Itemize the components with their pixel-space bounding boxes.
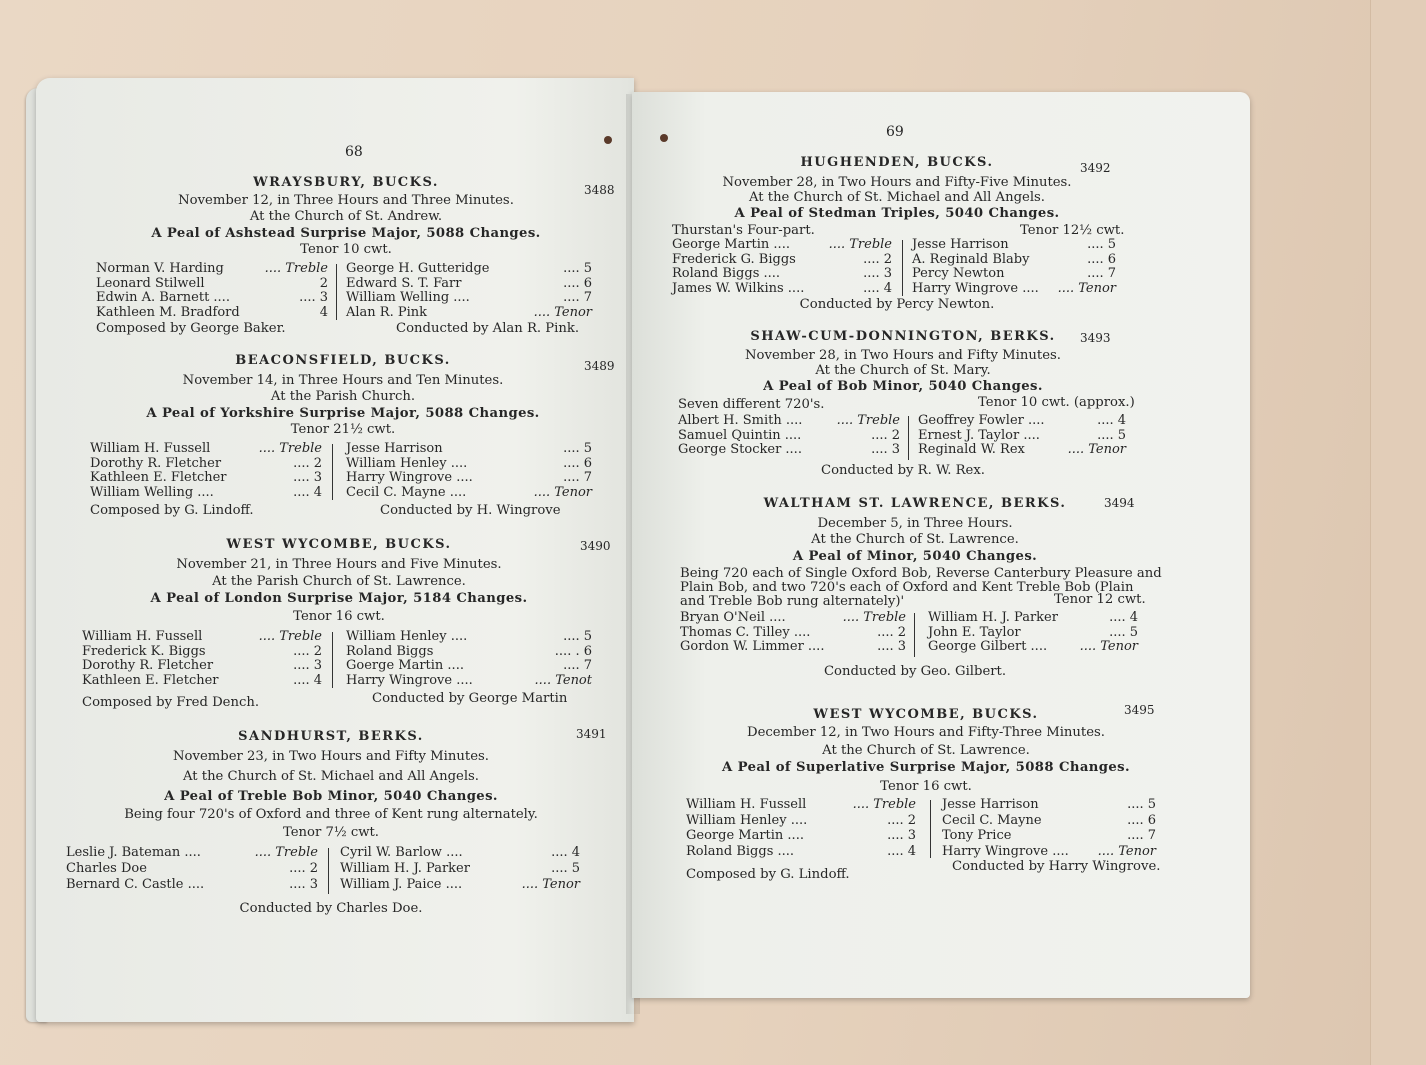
ringer-name: George Stocker .... <box>678 442 802 457</box>
peal-entry <box>686 704 1166 884</box>
ringer-bell: .... 2 <box>293 643 322 659</box>
composed-by: Composed by G. Lindoff. <box>90 503 254 518</box>
column-divider <box>914 613 915 657</box>
peal-entry <box>96 175 615 346</box>
ringer-name: Norman V. Harding <box>96 261 224 276</box>
peal-place: WEST WYCOMBE, BUCKS. <box>813 707 1039 722</box>
ringer-bell: .... 4 <box>863 280 892 296</box>
ringers-block <box>82 630 596 690</box>
peal-title: A Peal of Stedman Triples, 5040 Changes. <box>734 206 1060 221</box>
ringer-bell: .... Tenor <box>521 877 580 892</box>
ringer-name: Leonard Stilwell <box>96 275 205 291</box>
ringer-bell: .... 3 <box>877 639 906 654</box>
peal-number: 3494 <box>1104 496 1135 510</box>
peal-entry <box>82 537 611 710</box>
ringer-name: William Henley .... <box>346 455 468 471</box>
ringer-bell: .... 5 <box>563 441 592 456</box>
ringers-left-col <box>66 846 318 894</box>
ringer-name: Ernest J. Taylor .... <box>918 427 1040 443</box>
ringer-bell: .... Treble <box>842 610 906 625</box>
peal-note: Plain Bob, and two 720's each of Oxford and Kent Treble Bob (Plain <box>680 580 1134 595</box>
ringer-name: Edward S. T. Farr <box>346 275 462 291</box>
ringer-bell: .... 2 <box>887 812 916 828</box>
ringer-bell: 2 <box>319 275 328 291</box>
ringer-bell: .... Treble <box>258 441 322 456</box>
ringer-bell: .... 4 <box>293 484 322 500</box>
peal-title: A Peal of Yorkshire Surprise Major, 5088 Changes. <box>146 406 540 421</box>
tenor-weight: Tenor 16 cwt. <box>293 609 385 624</box>
peal-title: A Peal of London Surprise Major, 5184 Changes. <box>150 591 528 606</box>
ringer-bell: .... 2 <box>877 624 906 640</box>
peal-number: 3489 <box>584 359 615 373</box>
peal-note: Being four 720's of Oxford and three of Kent rung alternately. <box>124 807 538 822</box>
ringer-bell: .... 6 <box>1087 251 1116 267</box>
ringer-name: Tony Price <box>942 828 1012 843</box>
ringers-right-col <box>912 238 1116 296</box>
ringers-right-col <box>340 846 580 894</box>
ringers-right-col <box>346 262 592 320</box>
ringer-bell: .... Tenor <box>533 304 592 320</box>
ringer-name: Dorothy R. Fletcher <box>82 658 214 673</box>
ringer-bell: .... 5 <box>563 261 592 276</box>
peal-date: November 28, in Two Hours and Fifty-Five Minutes. <box>722 175 1072 190</box>
peal-church: At the Church of St. Michael and All Angels. <box>748 190 1045 205</box>
conducted-by: Conducted by Charles Doe. <box>239 901 423 916</box>
ringer-name: Harry Wingrove .... <box>346 672 473 688</box>
ringer-bell: .... 2 <box>863 251 892 267</box>
ringers-left-col <box>82 630 322 688</box>
peal-church: At the Parish Church of St. Lawrence. <box>212 574 466 589</box>
conducted-by: Conducted by H. Wingrove <box>380 503 561 518</box>
ringer-name: Roland Biggs .... <box>672 266 781 281</box>
column-divider <box>336 264 337 320</box>
ringer-name: Edwin A. Barnett .... <box>96 290 230 305</box>
ringer-name: Jesse Harrison <box>346 441 443 456</box>
conducted-by: Conducted by Harry Wingrove. <box>952 859 1161 874</box>
tenor-weight: Tenor 12½ cwt. <box>1020 223 1125 238</box>
ringer-bell: .... 2 <box>293 455 322 471</box>
ringer-name: Cyril W. Barlow .... <box>340 845 463 860</box>
ringer-name: Bryan O'Neil .... <box>680 610 786 625</box>
ringer-bell: .... 3 <box>293 658 322 673</box>
ringers-left-col <box>680 611 906 655</box>
peal-title: A Peal of Superlative Surprise Major, 5088 Changes. <box>721 760 1130 775</box>
ringer-name: Charles Doe <box>66 861 147 876</box>
peal-title: A Peal of Ashstead Surprise Major, 5088 Changes. <box>151 226 541 241</box>
ringer-name: George H. Gutteridge <box>346 261 490 276</box>
composed-by: Composed by G. Lindoff. <box>686 867 850 882</box>
ringer-bell: .... 3 <box>293 470 322 485</box>
peal-place: SANDHURST, BERKS. <box>238 729 424 744</box>
ringer-name: Goerge Martin .... <box>346 658 464 673</box>
ringer-name: William Henley .... <box>346 629 468 644</box>
ringer-bell: .... 2 <box>289 861 318 876</box>
ringer-bell: .... Treble <box>852 797 916 812</box>
ringer-bell: .... 3 <box>289 877 318 892</box>
column-divider <box>930 800 931 858</box>
ringer-bell: .... 4 <box>293 672 322 688</box>
ringers-right-col <box>918 414 1126 458</box>
peal-entry <box>90 353 615 524</box>
ringer-bell: .... 3 <box>887 828 916 843</box>
ringers-right-col <box>928 611 1138 655</box>
ringer-name: George Martin .... <box>672 237 790 252</box>
ringer-bell: .... Treble <box>264 261 328 276</box>
column-divider <box>902 240 903 296</box>
ringer-bell: .... 7 <box>563 290 592 305</box>
peal-church: At the Parish Church. <box>270 389 416 404</box>
ringer-name: Kathleen M. Bradford <box>96 304 240 320</box>
ringer-name: William H. Fussell <box>90 441 211 456</box>
ringer-name: Bernard C. Castle .... <box>66 877 205 892</box>
peal-note: Being 720 each of Single Oxford Bob, Reverse Canterbury Pleasure and <box>680 566 1162 581</box>
ringer-name: Geoffrey Fowler .... <box>918 413 1045 428</box>
ringers-block <box>672 238 1122 298</box>
tenor-weight: Tenor 12 cwt. <box>1054 592 1146 607</box>
ringers-block <box>686 798 1166 860</box>
peal-number: 3488 <box>584 183 615 197</box>
peal-entry <box>678 329 1135 480</box>
ringer-name: Frederick G. Biggs <box>672 251 796 267</box>
ringer-bell: .... Tenot <box>534 672 592 688</box>
peal-church: At the Church of St. Mary. <box>815 363 991 378</box>
ringer-bell: .... 4 <box>887 843 916 859</box>
ringers-left-col <box>678 414 900 458</box>
peal-place: WEST WYCOMBE, BUCKS. <box>226 537 452 552</box>
open-booklet <box>26 74 1256 1024</box>
ringers-left-col <box>96 262 328 320</box>
peal-entry <box>66 727 607 930</box>
peal-entry <box>672 155 1125 316</box>
ringer-name: William H. Fussell <box>686 797 807 812</box>
ringers-block <box>680 611 1150 661</box>
ringer-bell: .... Tenor <box>533 484 592 500</box>
peal-number: 3490 <box>580 539 611 553</box>
peal-place: WALTHAM ST. LAWRENCE, BERKS. <box>763 496 1067 511</box>
ringer-bell: .... Tenor <box>1097 843 1156 859</box>
column-divider <box>332 444 333 500</box>
peal-number: 3493 <box>1080 331 1111 345</box>
ringer-bell: .... Treble <box>828 237 892 252</box>
ringer-bell: .... Treble <box>836 413 900 428</box>
ringer-name: Thomas C. Tilley .... <box>680 624 811 640</box>
ringer-name: Harry Wingrove .... <box>912 280 1039 296</box>
ringer-name: Jesse Harrison <box>942 797 1039 812</box>
ringer-bell: .... 7 <box>1087 266 1116 281</box>
staple-hole <box>604 136 612 144</box>
ringers-right-col <box>346 630 592 688</box>
page-number: 69 <box>886 124 904 140</box>
ringer-name: James W. Wilkins .... <box>672 280 805 296</box>
column-divider <box>908 416 909 460</box>
ringer-bell: .... 5 <box>1109 624 1138 640</box>
peal-note: and Treble Bob rung alternately)' <box>680 594 905 609</box>
ringer-name: Cecil C. Mayne .... <box>346 484 467 500</box>
peal-date: November 23, in Two Hours and Fifty Minutes. <box>173 749 489 764</box>
ringer-name: Albert H. Smith .... <box>678 413 803 428</box>
peal-number: 3491 <box>576 727 607 741</box>
ringer-bell: .... 3 <box>863 266 892 281</box>
peal-church: At the Church of St. Andrew. <box>249 209 443 224</box>
column-divider <box>328 848 329 894</box>
ringer-bell: 4 <box>319 304 328 320</box>
ringer-name: Kathleen E. Fletcher <box>82 672 219 688</box>
ringer-bell: .... 5 <box>551 861 580 876</box>
tenor-weight: Tenor 7½ cwt. <box>282 825 380 840</box>
cardboard-edge <box>1370 0 1426 1065</box>
ringers-block <box>66 846 596 896</box>
ringer-bell: .... . 6 <box>554 643 592 659</box>
ringer-name: Harry Wingrove .... <box>346 470 473 485</box>
ringer-bell: .... 5 <box>1097 427 1126 443</box>
ringer-name: A. Reginald Blaby <box>912 251 1030 267</box>
ringer-name: George Gilbert .... <box>928 639 1048 654</box>
ringer-bell: .... 6 <box>1127 812 1156 828</box>
peal-place: HUGHENDEN, BUCKS. <box>800 155 994 170</box>
conducted-by: Conducted by Percy Newton. <box>799 297 995 312</box>
ringer-bell: .... 3 <box>871 442 900 457</box>
tenor-weight: Tenor 10 cwt. <box>300 242 392 257</box>
ringers-right-col <box>346 442 592 500</box>
peal-title: A Peal of Bob Minor, 5040 Changes. <box>763 379 1043 394</box>
ringer-bell: .... Tenor <box>1057 280 1116 296</box>
ringer-name: William H. J. Parker <box>340 861 470 876</box>
ringer-bell: .... 7 <box>1127 828 1156 843</box>
ringers-left-col <box>90 442 322 500</box>
conducted-by: Conducted by George Martin <box>372 691 568 706</box>
ringer-name: Percy Newton <box>912 266 1005 281</box>
conducted-by: Conducted by Geo. Gilbert. <box>823 664 1007 679</box>
ringer-name: Frederick K. Biggs <box>82 643 206 659</box>
ringer-name: Jesse Harrison <box>912 237 1009 252</box>
peal-number: 3495 <box>1124 703 1155 717</box>
peal-place: BEACONSFIELD, BUCKS. <box>235 353 451 368</box>
ringer-bell: .... Tenor <box>1067 442 1126 457</box>
ringer-name: Kathleen E. Fletcher <box>90 470 227 485</box>
ringer-bell: .... 6 <box>563 275 592 291</box>
ringer-name: Gordon W. Limmer .... <box>680 639 825 654</box>
ringer-name: Alan R. Pink <box>346 304 428 320</box>
ringer-bell: .... 5 <box>1087 237 1116 252</box>
ringer-bell: .... Treble <box>258 629 322 644</box>
ringer-bell: .... 7 <box>563 470 592 485</box>
ringers-block <box>90 442 596 502</box>
peal-date: November 14, in Three Hours and Ten Minutes. <box>182 373 504 388</box>
ringer-bell: .... 5 <box>563 629 592 644</box>
ringer-bell: .... 6 <box>563 455 592 471</box>
peal-entry <box>680 496 1162 679</box>
composed-by: Composed by Fred Dench. <box>82 695 260 710</box>
ringer-name: William Henley .... <box>686 812 808 828</box>
peal-date: November 28, in Two Hours and Fifty Minutes. <box>745 348 1061 363</box>
peal-date: November 12, in Three Hours and Three Minutes. <box>178 193 514 208</box>
ringer-name: William H. J. Parker <box>928 610 1058 625</box>
tenor-weight: Tenor 21½ cwt. <box>290 422 396 437</box>
ringers-left-col <box>672 238 892 296</box>
peal-church: At the Church of St. Lawrence. <box>811 532 1019 547</box>
peal-title: A Peal of Treble Bob Minor, 5040 Changes. <box>164 789 498 804</box>
ringer-bell: .... 4 <box>1109 610 1138 625</box>
peal-church: At the Church of St. Lawrence. <box>822 743 1030 758</box>
ringer-name: William Welling .... <box>90 484 214 500</box>
ringer-name: William H. Fussell <box>82 629 203 644</box>
ringers-block <box>96 262 596 322</box>
page-number: 68 <box>345 144 363 160</box>
peal-number: 3492 <box>1080 161 1111 175</box>
ringer-name: Reginald W. Rex <box>918 442 1025 457</box>
conducted-by: Conducted by R. W. Rex. <box>821 463 985 478</box>
right-page <box>632 92 1250 998</box>
left-page <box>36 78 634 1022</box>
ringer-name: Cecil C. Mayne <box>942 812 1042 828</box>
ringer-bell: .... 7 <box>563 658 592 673</box>
peal-date: December 12, in Two Hours and Fifty-Three Minutes. <box>747 725 1105 740</box>
staple-hole <box>660 134 668 142</box>
tenor-weight: Tenor 10 cwt. (approx.) <box>978 395 1135 410</box>
peal-date: December 5, in Three Hours. <box>817 516 1013 531</box>
peal-method-note: Seven different 720's. <box>678 397 825 412</box>
ringer-bell: .... 3 <box>299 290 328 305</box>
tenor-weight: Tenor 16 cwt. <box>880 779 972 794</box>
ringer-bell: .... 4 <box>551 845 580 860</box>
ringer-bell: .... 5 <box>1127 797 1156 812</box>
conducted-by: Conducted by Alan R. Pink. <box>396 321 580 336</box>
ringer-bell: .... Treble <box>254 845 318 860</box>
ringer-name: William J. Paice .... <box>340 877 463 892</box>
ringers-block <box>678 414 1128 464</box>
peal-date: November 21, in Three Hours and Five Minutes. <box>176 557 502 572</box>
ringer-name: Dorothy R. Fletcher <box>90 455 222 471</box>
ringer-bell: .... 2 <box>871 427 900 443</box>
peal-title: A Peal of Minor, 5040 Changes. <box>792 549 1038 564</box>
peal-method-note: Thurstan's Four-part. <box>672 223 815 238</box>
ringer-name: Roland Biggs <box>346 643 434 659</box>
peal-place: WRAYSBURY, BUCKS. <box>253 175 439 190</box>
peal-place: SHAW-CUM-DONNINGTON, BERKS. <box>750 329 1056 344</box>
ringer-name: Samuel Quintin .... <box>678 427 802 443</box>
ringer-name: Roland Biggs .... <box>686 843 795 859</box>
ringer-name: George Martin .... <box>686 828 804 843</box>
ringer-name: William Welling .... <box>346 290 470 305</box>
ringers-left-col <box>686 798 916 860</box>
ringer-name: John E. Taylor <box>928 624 1021 640</box>
ringer-name: Harry Wingrove .... <box>942 843 1069 859</box>
peal-church: At the Church of St. Michael and All Angels. <box>182 769 479 784</box>
ringer-bell: .... Tenor <box>1079 639 1138 654</box>
composed-by: Composed by George Baker. <box>96 321 286 336</box>
ringer-bell: .... 4 <box>1097 413 1126 428</box>
ringers-right-col <box>942 798 1156 860</box>
column-divider <box>332 632 333 688</box>
ringer-name: Leslie J. Bateman .... <box>66 845 201 860</box>
